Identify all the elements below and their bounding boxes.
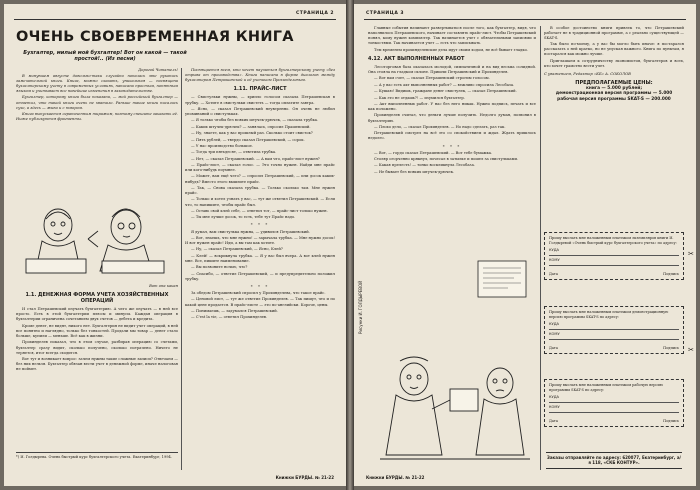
body-paragraph: Тем временем прохинделевские дела идут своим ходом, не всё бывает гладко. — [374, 47, 529, 52]
intro-letter — [16, 68, 178, 123]
dialogue-line: — Оставь свой клей себе, — ответил тот, — прайс-лист только нужен. — [191, 208, 328, 213]
bookkeepers-illustration — [22, 199, 172, 277]
dialogue-line: — Вы позвоните ночью, что? — [191, 265, 248, 270]
dialogue-line: — Понимаешь, — задумался Петрашевский. — [191, 308, 278, 313]
body-paragraph: И стал Петрашевский изучать бухгалтерию. А чего же изучать — в ней все просто. Есть в этой бухгалтерии плюсы и минусы. Каждая операция в бухгалтерии ограничена сочетанием двух счетов — дебета и кредита. — [16, 307, 178, 322]
body-paragraph: В особое достоинство книги привлек то, что Петрашевский работает не в традиционной программе, а с реально существующей — SKAT-S. — [544, 26, 684, 41]
footnote: *) И. Голдырева. Очень быстрый курс бухгалтерского учета. Екатеринбург, 1994. — [16, 452, 178, 460]
body-paragraph: Так было по-моему, а у вас бы могло быть иначе: я постарался рассказать о ней кратко, но не упуская важного. Книга по пунктам, я постарался как можно лучше. — [544, 42, 684, 57]
dialogue-line: — Вот, знаешь, что мне нужно! — зарычала трубка. — Мне нужно досок! И вот нужен прайс! Иди, а вы там как хотите. — [185, 235, 335, 246]
dialogue-line: Лесоторговая база оказалась молодой, симпатичной и на вид весьма солидной. Она стояла на гладком склоне. Пришли Петрашевский и Прохинделев. — [368, 64, 536, 75]
address-field[interactable]: КУДА — [549, 248, 679, 256]
article-subtitle: Бухгалтер, милый мой бухгалтер! Вот он какой — такой простой!.. (Из песни) — [23, 50, 187, 62]
dialogue-line: — Вот, — гордо сказал Петрашевский. — Вот тебе бумажка. — [374, 150, 493, 155]
left-page — [4, 4, 346, 486]
dialogue-line: За обедом Петрашевский спросил у Прохинделева, что такое прайс. — [191, 291, 326, 296]
coupon-text: Прошу выслать мне наложенным платежом демонстрационную версию программы SKAT-S по адресу: — [549, 310, 669, 319]
recipient-field[interactable]: КОМУ — [549, 405, 679, 413]
dialogue-line: — Нет, — сказал Петрашевский. — А вам что, прайс-лист нужен? — [191, 156, 320, 161]
body-paragraph: Кроме денег, не видят, никого нет. Бухгалтерия не видит учет операций, в ней все понятно и наглядно, только без тонкостей. Продали мы товар — денег стало больше, купили — меньше. Всё как в жизни. — [16, 323, 178, 339]
order-coupon-full[interactable] — [544, 379, 684, 427]
dialogue-line: Петрашевский смотрел на всё это со спокойствием и ждал. Ждать пришлось недолго. — [368, 131, 536, 141]
address-field[interactable]: КУДА — [549, 322, 679, 330]
date-label: Дата — [549, 345, 558, 350]
middle-intro: Посвящается всем, кто хочет научиться бухгалтерскому учету «без отрыва от производства». Книга написана в форме диалогов между бухгалтером Петрашевской и её учеником Прохинделевым. — [185, 68, 335, 83]
middle-column — [185, 68, 335, 470]
coupon-text: Прошу выслать мне наложенным платежом рабочую версию программы SKAT-S по адресу: — [549, 383, 663, 392]
workers-illustration — [370, 349, 538, 475]
dialogue-line: — Так, — Снова сказала трубка. — Только сколько там. Мне нужен прайс. — [185, 185, 335, 196]
signature-label: Подпись — [663, 345, 679, 350]
scissors-icon: ✂ — [688, 250, 694, 258]
scene-break: * * * — [442, 143, 462, 149]
page-footer: Книжки БУРДЫ. № 21-22 — [366, 475, 425, 480]
body-paragraph: Вот тут и возникает вопрос: зачем нужны такие сложные записи? Отвечаем — без них нельзя. Бухгалтер обязан вести учет в денежной форме, иначе налоговая не поймет. — [16, 357, 178, 372]
dialogue-line: Столяр огорченно крякнул, почесал в затылке и пошел за свистульками. — [374, 157, 519, 161]
price-line: демонстрационная версия программы — 5.000 — [555, 91, 673, 97]
scissors-icon: ✂ — [688, 346, 694, 354]
order-coupon-book[interactable] — [544, 232, 684, 280]
dialogue-line: — Не бывает без всяких штучек-дрючек. — [374, 169, 455, 174]
intro-paragraph: В минувшем августе довольно-таки случайно попалась мне рукопись замечательной книги. Книга, можно сказать, уникальная — посвящена бухгалтерскому учету в современных условиях, написана простым, понятным языком и учитывает все новейшие изменения в законодательстве. — [16, 74, 178, 94]
page-header: СТРАНИЦА 2 — [295, 11, 334, 16]
column-divider — [181, 68, 182, 470]
dialogue-line: — Только и хотел узнать у вас, — тут же ответил Петрашевский. — Если что, то напишите, чтобы прайс был. — [185, 197, 335, 207]
header-rule — [364, 19, 686, 20]
column-divider — [540, 26, 541, 470]
dialogue-line: — Ну, — сказал Петрашевский, — Ясно, Клей? — [191, 247, 283, 252]
left-column — [16, 284, 178, 449]
recipient-field[interactable]: КОМУ — [549, 258, 679, 266]
intro-greeting: Дорогой Читатель! — [138, 68, 178, 72]
intro-signoff: Вот она какая — [149, 284, 178, 288]
header-rule — [14, 19, 336, 20]
dialogue-line: — Клей! — вскрикнула трубка. — Я у вас был вчера. А вот клей нужен мне. Все, пишите наименование. — [185, 253, 335, 263]
scene-break: * * * — [250, 283, 270, 289]
dialogue-line: — Акт выполненных работ. У нас без него никак. Нужно подпись, печать и все как положено. — [368, 101, 536, 111]
spine-gutter — [346, 0, 354, 490]
date-label: Дата — [549, 418, 558, 423]
dialogue-line: — Каких штучек-дрючек? — занялась, спросил Прашевский. — [191, 124, 311, 129]
recipient-field[interactable]: КОМУ — [549, 332, 679, 340]
dialogue-line: — Кушаю! Видишь, граждане денег свистулек, — сказал Петрашевский. — [374, 89, 517, 94]
dialogue-line: — У нас производство большое. — [191, 143, 254, 148]
dialogue-line: — Вот вам счет, — сказал Петрашевский строгим голосом. — [374, 76, 490, 81]
dialogue-line: — Как это не отдашь?! — изумился бухгалтер. — [374, 95, 465, 100]
right-right-column — [544, 26, 684, 103]
order-coupon-demo[interactable] — [544, 306, 684, 354]
order-address: Заказы отправляйте по адресу: 620077, Екатеринбург, а/я 118, «СКБ КОНТУР». — [546, 452, 682, 469]
signature-label: Подпись — [663, 418, 679, 423]
dialogue-line: — Я только чтобы без всяких штучек-дрючек, — сказала трубка. — [191, 118, 319, 123]
dialogue-line: — C'est la vie, — ответил Прохинделев. — [191, 315, 268, 320]
page-header: СТРАНИЦА 3 — [366, 11, 405, 16]
coupon-text: Прошу выслать мне наложенным платежом экземпляров книги И. Голдыревой «Очень быстрый курс бухгалтерского учета» по адресу: — [549, 236, 677, 245]
dialogue-line: — Пять рублей, — твердо сказал Петрашевский, — сорок. — [191, 137, 305, 142]
editor-signature: С уважением, Редактор «КБ» А. СОКОЛОВ — [544, 71, 631, 76]
document-sheet-illustration — [474, 259, 530, 299]
section-heading: 4.12. АКТ ВЫПОЛНЕННЫХ РАБОТ — [368, 55, 465, 62]
right-page — [354, 4, 696, 486]
dialogue-line: — Ты мне лучше досок, то есть, тебе тут Прайс надо. — [191, 215, 296, 220]
dialogue-line: — Ценовой лист, — тут же ответил Прохинделев. — Так пишут, что и по какой цене продается. В прайс-листе — это по-английски. Короче, цены. — [185, 297, 335, 307]
section-heading: 1.1. ДЕНЕЖНАЯ ФОРМА УЧЕТА ХОЗЯЙСТВЕННЫХ ОПЕРАЦИЙ — [25, 292, 169, 305]
body-paragraph: Прохинделев показал, что в этом случае, разбирая операцию со счетами, бухгалтер сразу видит, сколько получено, сколько потрачено. Ничего не теряется, итог всегда сходится. — [16, 340, 178, 355]
dialogue-line: — Спасибо, — ответил Петрашевский, — и предупредительно положил трубку. — [185, 271, 335, 281]
dialogue-line: — Свистульки нужны, — хрипло голосом сказала Петрашевская в трубку. — Хотите в свистульки свистеть — тогда оплатите завтра. — [185, 95, 335, 105]
dialogue-line: Я думал, вам свистулька нужна, — удивился Петрашевский. — [191, 229, 310, 234]
section-heading: 1.11. ПРАЙС-ЛИСТ — [233, 86, 287, 93]
dialogue-line: — Может, вам ещё чего? — спросил Петрашевский, — или досок каких-нибудь? Вместо этого вышлите прайс. — [185, 174, 335, 184]
dialogue-line: — Какая прелесть! — тонко воскликнула Лесобаза. — [374, 163, 475, 168]
page-footer: Книжки БУРДЫ. № 21-22 — [275, 475, 334, 480]
article-title: ОЧЕНЬ СВОЕВРЕМЕННАЯ КНИГА — [16, 29, 294, 45]
body-paragraph: Приглашаем к сотрудничеству экономистов, бухгалтеров и всех, кто хочет грамотно вести учет. — [544, 58, 684, 68]
dialogue-line: Прохинделев считал, что деньги лучше получить. Недолго думая, позвонил в бухгалтерию. — [368, 113, 536, 123]
dialogue-line: — Ну, знаете, как у вас прошлый раз. Сколько стоит свисток? — [191, 131, 313, 136]
dialogue-line: — Плохо дело, — сказал Прохинделев. — Но надо сделать, раз так. — [374, 124, 506, 129]
signature-label: Подпись — [663, 271, 679, 276]
price-line: книга — 5.000 рублей; — [585, 85, 643, 91]
illustration-credit: Рисунки И. ГОЛДЫРЕВОЙ — [358, 280, 363, 334]
dialogue-line: — Прайс-лист, — сказал голос. — Это точно нужен. Найди мне прайс или кого-нибудь поумнее. — [185, 162, 335, 173]
dialogue-line: — Ясно, — сказал Петрашевский неуверенно. Он очень не любил упоминаний о свистульках. — [185, 106, 335, 117]
dialogue-line: — Тогда три пятьдесят, — ответила трубка. — [191, 150, 277, 155]
price-heading: ПРЕДПОЛАГАЕМЫЕ ЦЕНЫ: — [575, 79, 653, 86]
address-field[interactable]: КУДА — [549, 395, 679, 403]
intro-paragraph: Бухгалтер, которому книга была показана, — мой российский бухгалтер — отметил, что такой книги очень не хватало. Раньше такие книги писались сухо, а здесь — живо и с юмором. — [16, 95, 178, 110]
body-paragraph: Главные события начинают развертываться после того, как бухгалтер, видя, что наполнилось Петрашевского, начинает составлять прайс-лист. Чтобы Петрашевский понял, кому нужен компьютер. Так начинается учет с обязательными записями и тонкостями. Так начинается учет — есть что записывать. — [368, 26, 536, 46]
scene-break: * * * — [250, 222, 270, 228]
price-line: рабочая версия программы SKAT-S — 200.000 — [557, 97, 671, 103]
intro-paragraph: Книга выпускается ограниченным тиражом, поэтому спешите заказать её. Ниже публикуются фрагменты. — [16, 111, 178, 121]
date-label: Дата — [549, 271, 558, 276]
dialogue-line: — А у вас есть акт выполненных работ? — вежливо спросила Лесобаза. — [374, 82, 515, 87]
